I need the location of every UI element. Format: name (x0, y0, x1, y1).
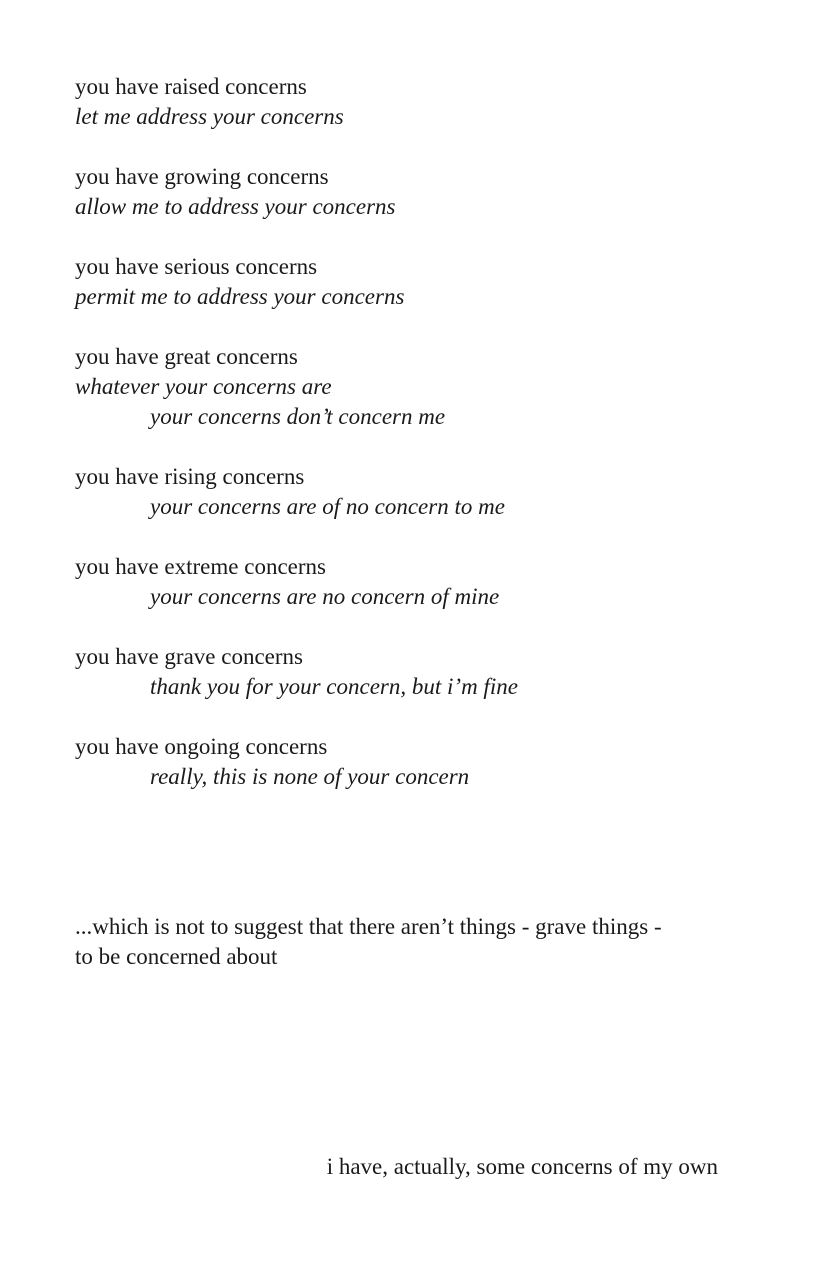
poem-line: you have great concerns (75, 344, 298, 369)
coda-paragraph (75, 912, 755, 972)
closing-line: i have, actually, some concerns of my own (326, 1154, 718, 1179)
stanza-7 (75, 642, 755, 702)
stanza-4 (75, 342, 755, 432)
poem-body (75, 72, 755, 822)
stanza-1 (75, 72, 755, 132)
poem-line-response: let me address your concerns (75, 104, 344, 129)
poem-line: you have serious concerns (75, 254, 318, 279)
poem-line: you have grave concerns (75, 644, 303, 669)
poem-line-response: whatever your concerns are (75, 374, 332, 399)
poem-line-response-indented: thank you for your concern, but i’m fine (150, 674, 518, 699)
poem-line-response-indented: your concerns are of no concern to me (150, 494, 505, 519)
poem-line: you have extreme concerns (75, 554, 326, 579)
poem-line-response-indented: your concerns don’t concern me (150, 404, 446, 429)
poem-line: you have growing concerns (75, 164, 329, 189)
stanza-2 (75, 162, 755, 222)
coda-line-1: ...which is not to suggest that there aren’t things - grave things - (75, 914, 662, 939)
stanza-6 (75, 552, 755, 612)
poem-line-response-indented: your concerns are no concern of mine (150, 584, 500, 609)
coda-line-2: to be concerned about (75, 944, 278, 969)
stanza-3 (75, 252, 755, 312)
poem-line-response: permit me to address your concerns (75, 284, 405, 309)
poem-line-response: allow me to address your concerns (75, 194, 396, 219)
poem-line: you have ongoing concerns (75, 734, 328, 759)
stanza-5 (75, 462, 755, 522)
stanza-8 (75, 732, 755, 792)
poem-line: you have rising concerns (75, 464, 305, 489)
poem-line-response-indented: really, this is none of your concern (150, 764, 470, 789)
poem-line: you have raised concerns (75, 74, 307, 99)
